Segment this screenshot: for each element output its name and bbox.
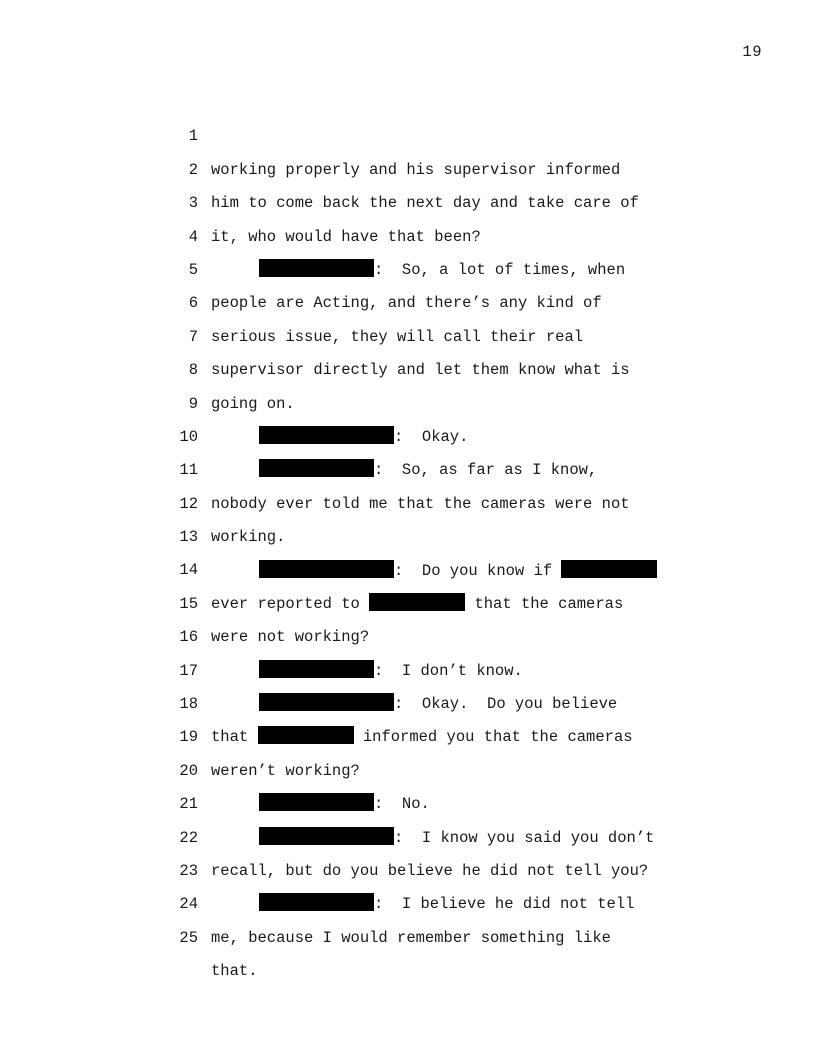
line-number: 16: [179, 628, 198, 647]
line-text-segment: : I believe he did not tell: [374, 895, 635, 914]
line-text-segment: : Do you know if: [394, 561, 562, 580]
line-text-segment: informed you that the cameras: [353, 728, 633, 747]
line-text-segment: were not working?: [211, 628, 370, 647]
line-text-segment: : I don’t know.: [374, 661, 523, 680]
line-text-segment: people are Acting, and there’s any kind of: [211, 294, 602, 313]
line-number: 12: [179, 494, 198, 513]
line-text-segment: me, because I would remember something like: [211, 928, 611, 947]
line-number: 2: [188, 160, 198, 179]
line-number: 5: [188, 260, 198, 279]
line-number: 19: [179, 728, 198, 747]
line-text-segment: supervisor directly and let them know what is: [211, 361, 630, 380]
line-number: 6: [188, 294, 198, 313]
line-number: 4: [188, 227, 198, 246]
line-number: 11: [179, 461, 198, 480]
line-number: 10: [179, 427, 198, 446]
line-number: 24: [179, 895, 198, 914]
line-text-segment: that: [211, 728, 258, 747]
line-text-segment: it, who would have that been?: [211, 227, 481, 246]
line-number: 18: [179, 695, 198, 714]
line-number: 7: [188, 327, 198, 346]
line-number: 22: [179, 828, 198, 847]
line-number: 9: [188, 394, 198, 413]
transcript-line: [172, 87, 732, 179]
page-number: 19: [742, 43, 762, 61]
line-number: 17: [179, 661, 198, 680]
line-text-segment: nobody ever told me that the cameras were not: [211, 494, 630, 513]
line-text-segment: ever reported to: [211, 594, 370, 613]
line-number: 25: [179, 928, 198, 947]
line-number: 21: [179, 795, 198, 814]
line-text-segment: weren’t working?: [211, 761, 360, 780]
line-number: 3: [188, 194, 198, 213]
line-text-segment: working properly and his supervisor informed: [211, 160, 621, 179]
line-text-segment: : Okay. Do you believe: [394, 695, 618, 714]
line-text-segment: : So, a lot of times, when: [374, 260, 626, 279]
line-text: [211, 955, 258, 988]
line-text: [211, 922, 611, 955]
transcript-body: [172, 87, 732, 981]
line-number: 14: [179, 561, 198, 580]
line-number: 1: [188, 127, 198, 146]
line-number: 20: [179, 761, 198, 780]
line-number: 15: [179, 594, 198, 613]
line-text-segment: : Okay.: [394, 427, 469, 446]
line-text-segment: : No.: [374, 795, 430, 814]
line-text-segment: serious issue, they will call their real: [211, 327, 584, 346]
line-number: 13: [179, 528, 198, 547]
line-text-segment: that.: [211, 962, 258, 981]
line-number: 8: [188, 361, 198, 380]
line-text-segment: recall, but do you believe he did not tell you?: [211, 862, 649, 881]
line-text-segment: : So, as far as I know,: [374, 461, 598, 480]
line-text-segment: going on.: [211, 394, 295, 413]
line-text-segment: : I know you said you don’t: [394, 828, 655, 847]
line-number: 23: [179, 862, 198, 880]
line-text-segment: him to come back the next day and take care of: [211, 194, 639, 213]
line-text-segment: working.: [211, 528, 286, 547]
line-text-segment: that the cameras: [465, 594, 624, 613]
